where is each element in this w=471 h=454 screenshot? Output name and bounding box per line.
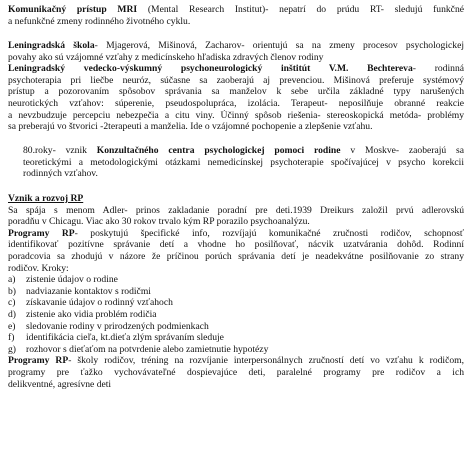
paragraph-mri: Komunikačný prístup MRI (Mental Research Institut)- nepatrí do prúdu RT- sledujú funkčné a nefunkčné zmeny rodinného životného cyklu.	[8, 4, 464, 27]
list-item: c) získavanie údajov o rodinný vzťahoch	[8, 297, 173, 309]
moscow-centre-term: Konzultačného centra psychologickej pomoci rodine	[96, 145, 341, 156]
section-vznik-rp: Vznik a rozvoj RP Sa spája s menom Adler- prinos zakladanie poradní pre deti.1939 Dreikurs založil prvú adlerovskú poradňu v Chicagu. Viac ako 30 rokov trvalo kým RP porazilo psychoanalýzu. Programy RP- poskytujú špecifické info, rozvíjajú komunikačné zručnosti rodičov, schopnosť identifikovať pozitívne správanie detí a vhodne ho posilňovať, nácvik uzatvárania dohôd. Rodinní poradcovia sa zhodujú v názore že príčinou porúch správania detí je neadekvátne posilňovanie zo strany rodičov. Kroky: a) zistenie údajov o rodine b) nadviazanie kontaktov s rodičmi c) získavanie údajov o rodinný vzťahoch d) zistenie ako vidia problém rodičia e) sledovanie rodiny v prirodzených podmienkach f) identifikácia cieľa, kt.dieťa zlým správaním sleduje g) rozhovor s dieťaťom na potvrdenie alebo zamietnutie hypotézy Programy RP- školy rodičov, tréning na rozvíjanie interpersonálnych zručností detí vo vzťahu k rodičom, programy pre ťažko vychovávateľné dospievajúce deti, paralelné programy pre rodičov a ich delikventné, agresívne deti	[8, 193, 464, 390]
steps-list	[8, 274, 464, 355]
mri-term: Komunikačný prístup MRI	[8, 4, 138, 15]
paragraph-moscow-centre: 80.roky- vznik Konzultačného centra psychologickej pomoci rodine v Moskve- zaoberajú sa teoretickými a metodologickými otázkami nemedicínskej psychoterapie spočívajúcej v psycho korekcii rodinných vzťahov.	[23, 145, 464, 180]
programy-rp-term: Programy RP	[8, 227, 75, 239]
bechterev-institute-term: Leningradský vedecko-výskumný psychoneurologický inštitút V.M. Bechtereva	[8, 63, 413, 75]
list-item: f) identifikácia cieľa, kt.dieťa zlým správaním sleduje	[8, 332, 224, 344]
list-item: g) rozhovor s dieťaťom na potvrdenie alebo zamietnutie hypotézy	[8, 343, 269, 355]
list-item: d) zistenie ako vidia problém rodičia	[8, 308, 157, 320]
programy-rp-term-2: Programy RP	[8, 355, 69, 367]
paragraph-leningrad: Leningradská škola- Mjagerová, Mišinová, Zacharov- orientujú sa na zmeny procesov psychologickej povahy ako sú vzájomné vzťahy z medicínskeho hľadiska zdravých členov rodiny Leningradský vedecko-výskumný psychoneurologický inštitút V.M. Bechtereva- rodinná psychoterapia pri liečbe neuróz, súčasne sa zaoberajú aj prevenciou. Mišinová preferuje systémový prístup a pozorovaním spôsobov správania sa manželov k sebe určila základné typy narušených neurotických vzťahov: súperenie, pseudospolupráca, izolácia. Terapeut- neposilňuje obranné reakcie a nevzbudzuje percepciu nebezpečia a citu viny. Účinný spôsob riešenia- stereoskopická metóda- problémy sa preberajú vo štvorici -2terapeuti a manželia. Ide o vzájomné pochopenie a zlepšenie vzťahu.	[8, 40, 464, 133]
list-item: b) nadviazanie kontaktov s rodičmi	[8, 285, 151, 297]
section-heading: Vznik a rozvoj RP	[8, 193, 84, 204]
leningrad-school-term: Leningradská škola	[8, 40, 95, 51]
list-item: a) zistenie údajov o rodine	[8, 274, 118, 286]
list-item: e) sledovanie rodiny v prirodzených podmienkach	[8, 320, 209, 332]
